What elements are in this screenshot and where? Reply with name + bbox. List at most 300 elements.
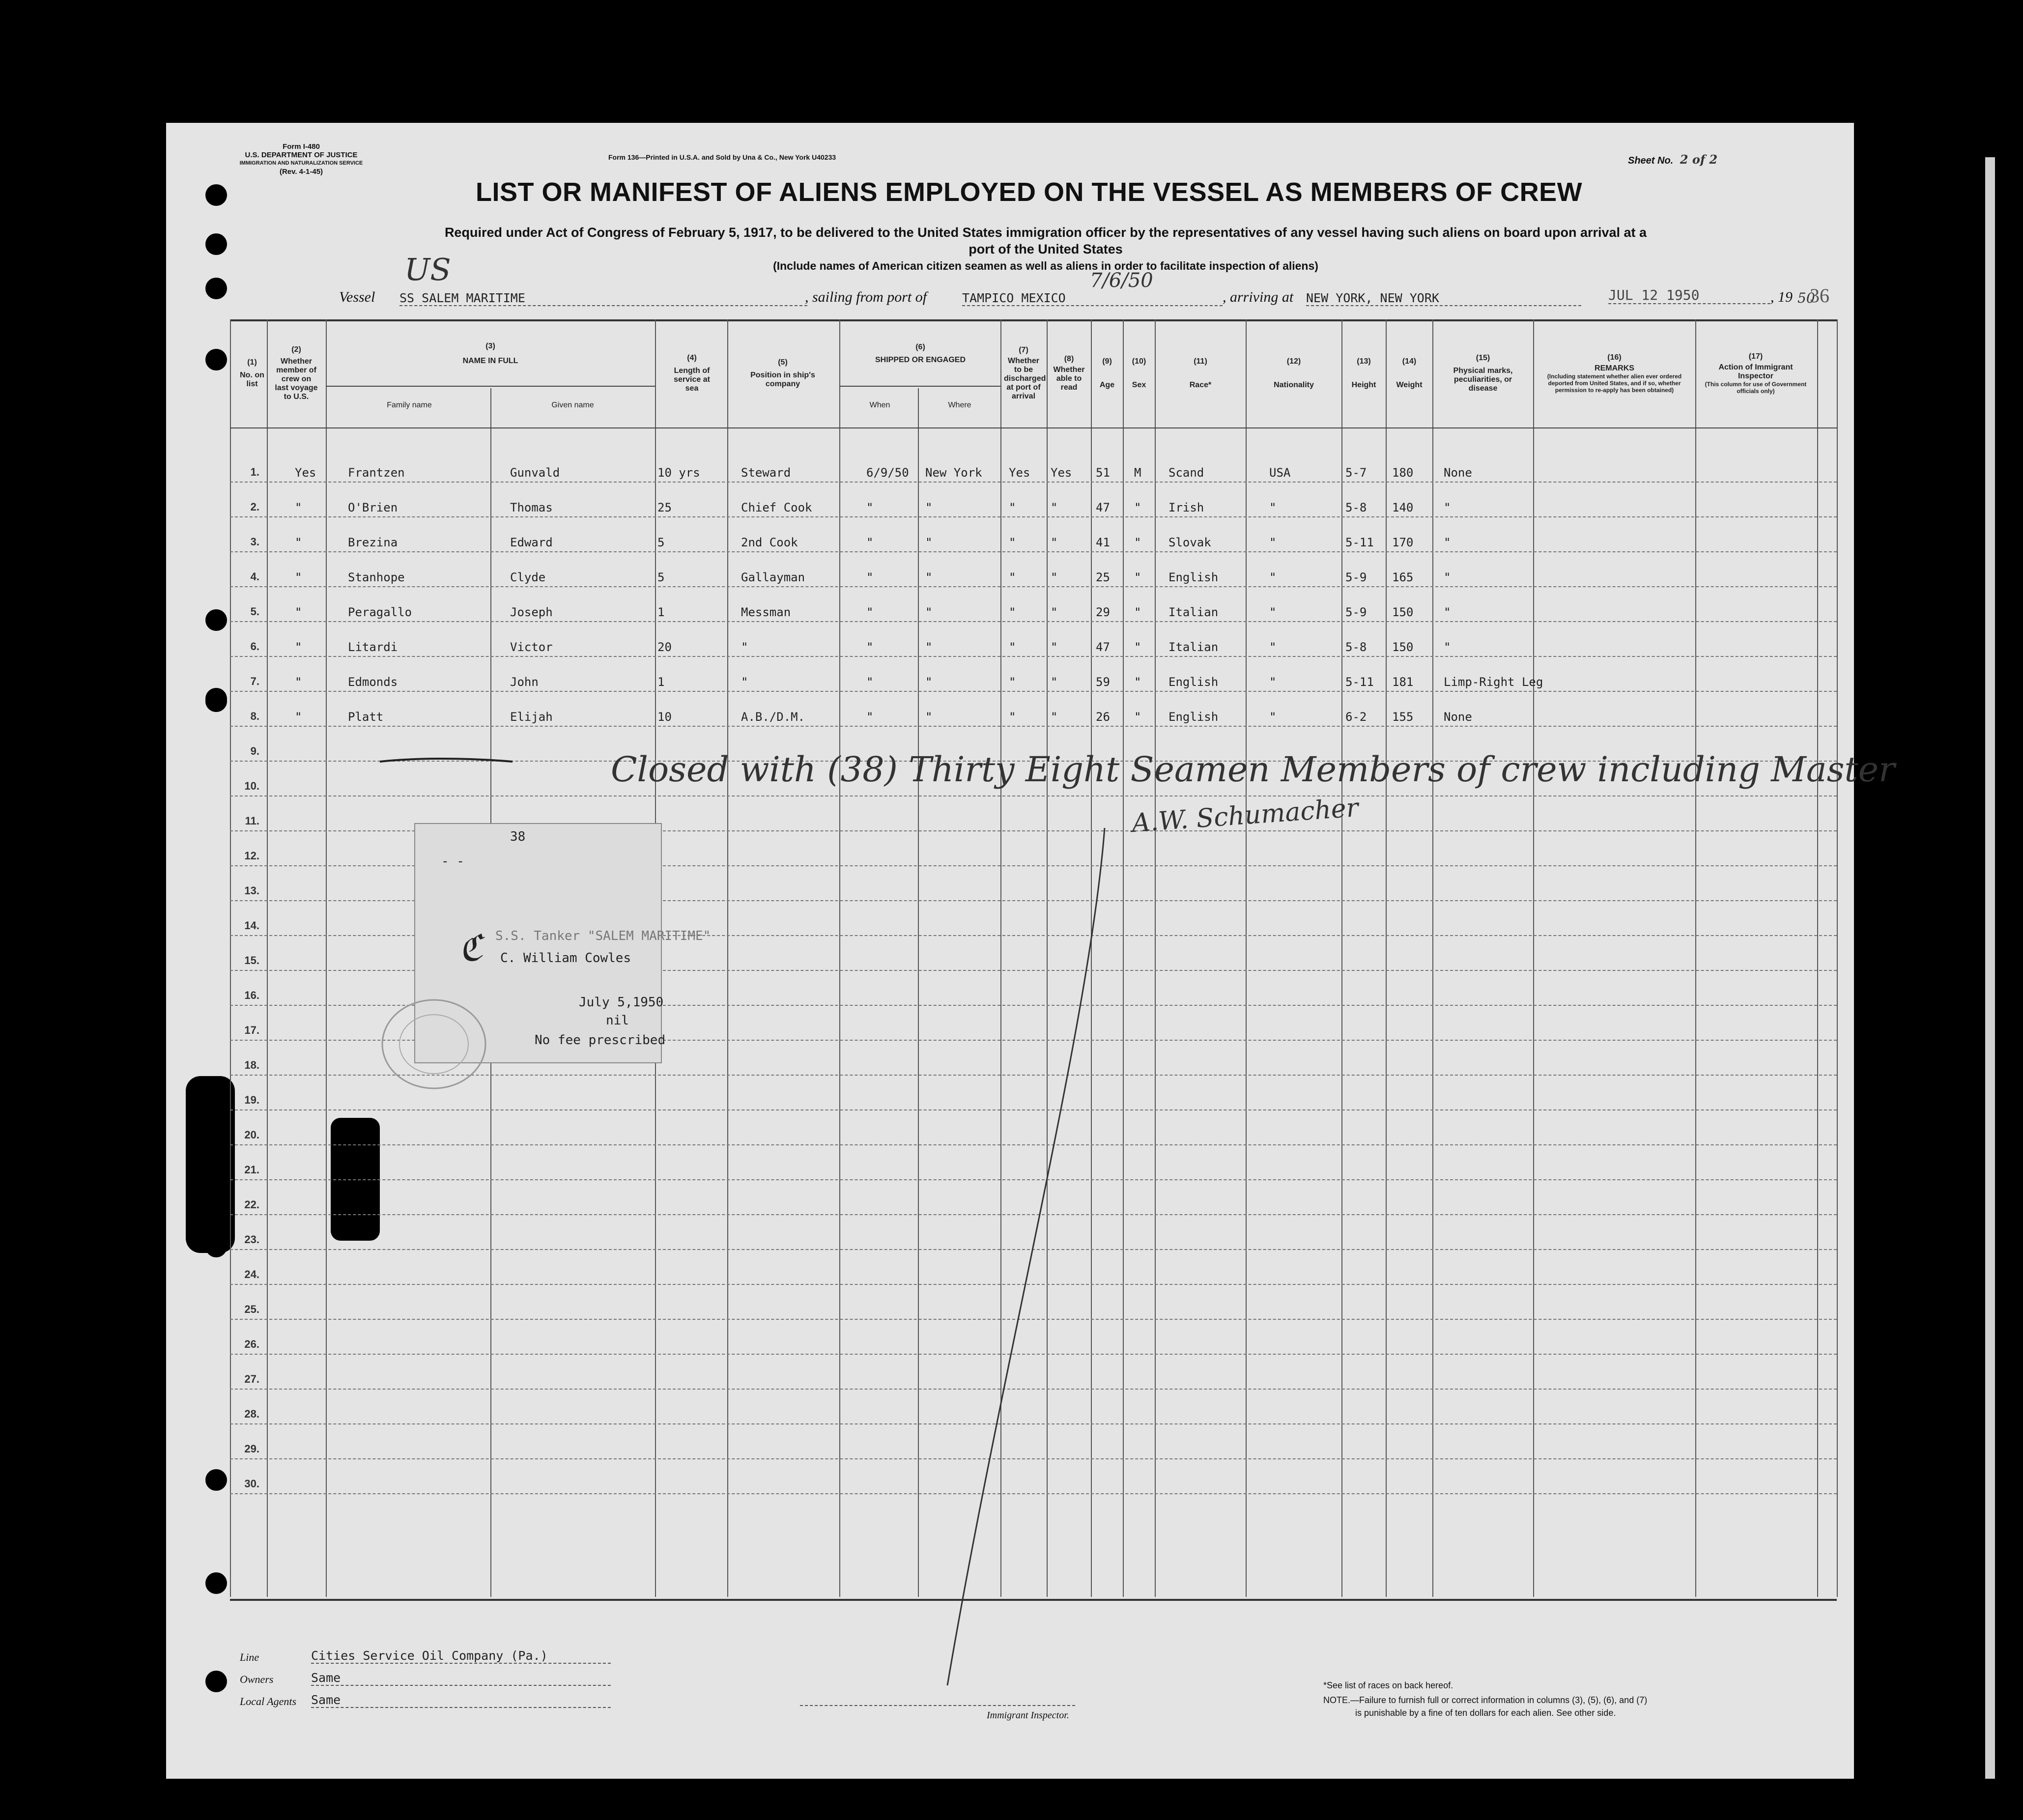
stamp-officer: C. William Cowles	[500, 951, 631, 966]
row-rule	[230, 551, 1837, 552]
col-num: (1)	[247, 358, 257, 367]
col-note: (Including statement whether alien ever ordered deported from United States, and if so, whether permission to re-apply has been obtained)	[1547, 373, 1682, 394]
cell-where: "	[925, 675, 933, 689]
cell-where: "	[925, 640, 933, 654]
cell-family: Litardi	[348, 640, 398, 654]
inspector-signature-line	[800, 1705, 1075, 1706]
col-label: Sex	[1132, 381, 1146, 389]
cell-weight: 150	[1392, 640, 1414, 654]
cell-marks: "	[1444, 640, 1451, 654]
cell-service: 5	[657, 570, 665, 584]
col-num: (13)	[1357, 357, 1371, 366]
col-label: Whether able to read	[1053, 366, 1085, 392]
col-label: NAME IN FULL	[462, 357, 518, 365]
punch-hole	[205, 184, 227, 206]
row-number: 21.	[244, 1164, 259, 1176]
col-label: Weight	[1396, 381, 1423, 389]
col-num: (16)	[1607, 353, 1622, 362]
column-rule	[918, 388, 919, 1597]
sailing-label: , sailing from port of	[805, 289, 927, 305]
subtitle-include: (Include names of American citizen seamen as well as aliens in order to facilitate inspection of aliens)	[773, 259, 1318, 272]
cell-marks: Limp-Right Leg	[1444, 675, 1543, 689]
punch-hole	[205, 688, 227, 710]
cell-discharged: "	[1009, 640, 1016, 654]
consul-seal	[377, 995, 490, 1093]
races-note: *See list of races on back hereof.	[1323, 1680, 1453, 1690]
cell-nationality: "	[1269, 605, 1277, 619]
year-prefix: , 19	[1770, 289, 1793, 305]
column-rule	[326, 319, 327, 1597]
col-num: (14)	[1402, 357, 1417, 366]
cell-marks: "	[1444, 570, 1451, 584]
arriving-label: , arriving at	[1223, 289, 1294, 305]
form-header-block	[237, 142, 365, 176]
cell-crew: "	[295, 710, 302, 724]
cell-when: "	[866, 640, 874, 654]
row-number: 20.	[244, 1129, 259, 1141]
sailing-port: TAMPICO MEXICO	[962, 291, 1223, 306]
cell-sex: "	[1134, 710, 1141, 724]
col-header-when: When	[869, 401, 890, 409]
cell-age: 25	[1096, 570, 1110, 584]
cell-service: 1	[657, 605, 665, 619]
cell-age: 29	[1096, 605, 1110, 619]
cell-given: Clyde	[510, 570, 546, 584]
stamp-count: 38	[510, 829, 526, 844]
cell-discharged: Yes	[1009, 466, 1030, 480]
column-rule	[1432, 319, 1433, 1597]
col-label: No. on list	[240, 371, 264, 388]
cell-sex: "	[1134, 570, 1141, 584]
cell-family: Stanhope	[348, 570, 405, 584]
row-number: 12.	[244, 850, 259, 862]
cell-nationality: "	[1269, 675, 1277, 689]
cell-sex: "	[1134, 675, 1141, 689]
row-number: 17.	[244, 1024, 259, 1036]
cell-given: Joseph	[510, 605, 553, 619]
col-num: (4)	[687, 354, 697, 362]
cell-read: "	[1051, 536, 1058, 549]
cell-weight: 181	[1392, 675, 1414, 689]
cell-weight: 165	[1392, 570, 1414, 584]
row-number: 22.	[244, 1198, 259, 1211]
stamp-date: July 5,1950	[579, 995, 664, 1010]
cell-family: Brezina	[348, 536, 398, 549]
col-header-discharged	[1001, 327, 1046, 420]
col-header-inspector	[1697, 327, 1815, 420]
row-number: 6.	[250, 640, 259, 653]
cell-height: 5-9	[1345, 570, 1367, 584]
stamp-dash: - -	[441, 854, 464, 869]
subtitle-act: Required under Act of Congress of February 5, 1917, to be delivered to the United States immigration officer by the representatives of any vessel having such aliens on board upon arrival at a	[444, 225, 1647, 240]
cell-height: 5-7	[1345, 466, 1367, 480]
cell-sex: "	[1134, 536, 1141, 549]
cell-position: Steward	[741, 466, 791, 480]
cell-weight: 140	[1392, 501, 1414, 514]
cell-marks: None	[1444, 466, 1472, 480]
col-header-marks	[1434, 327, 1532, 420]
cell-when: 6/9/50	[866, 466, 909, 480]
cell-position: Gallayman	[741, 570, 805, 584]
row-number: 9.	[250, 745, 259, 757]
row-number: 5.	[250, 605, 259, 618]
cell-sex: M	[1134, 466, 1141, 480]
cell-race: English	[1168, 710, 1219, 724]
cell-age: 26	[1096, 710, 1110, 724]
cell-family: Platt	[348, 710, 384, 724]
penalty-note-1: NOTE.—Failure to furnish full or correct information in columns (3), (5), (6), and (7)	[1323, 1695, 1648, 1705]
col-num: (8)	[1064, 355, 1074, 363]
cell-height: 5-9	[1345, 605, 1367, 619]
closing-note-underline	[377, 747, 515, 767]
punch-hole	[205, 1469, 227, 1491]
year-value: 50	[1797, 290, 1815, 306]
cell-height: 5-8	[1345, 640, 1367, 654]
cell-when: "	[866, 570, 874, 584]
cell-sex: "	[1134, 640, 1141, 654]
col-num: (7)	[1019, 346, 1028, 354]
cell-read: "	[1051, 570, 1058, 584]
cell-where: "	[925, 536, 933, 549]
cell-service: 10 yrs	[657, 466, 700, 480]
cell-service: 20	[657, 640, 672, 654]
cell-read: Yes	[1051, 466, 1072, 480]
arriving-port: NEW YORK, NEW YORK	[1306, 291, 1581, 306]
cell-read: "	[1051, 640, 1058, 654]
row-number: 16.	[244, 989, 259, 1001]
cell-position: 2nd Cook	[741, 536, 798, 549]
row-rule	[230, 586, 1837, 587]
footer-line-label: Line	[240, 1651, 259, 1663]
cell-race: Scand	[1168, 466, 1204, 480]
punch-hole	[205, 233, 227, 255]
col-label: Race*	[1189, 381, 1212, 389]
cell-read: "	[1051, 501, 1058, 514]
col-header-position	[729, 327, 837, 420]
page-title: LIST OR MANIFEST OF ALIENS EMPLOYED ON THE VESSEL AS MEMBERS OF CREW	[476, 177, 1583, 207]
col-label: Whether member of crew on last voyage to U.S.	[275, 357, 318, 401]
row-number: 8.	[250, 710, 259, 722]
cell-age: 47	[1096, 501, 1110, 514]
cell-weight: 155	[1392, 710, 1414, 724]
cell-marks: "	[1444, 605, 1451, 619]
col-num: (2)	[291, 345, 301, 354]
cell-given: Elijah	[510, 710, 553, 724]
row-number: 13.	[244, 884, 259, 897]
cell-read: "	[1051, 710, 1058, 724]
row-number: 4.	[250, 570, 259, 583]
cell-weight: 180	[1392, 466, 1414, 480]
cell-position: A.B./D.M.	[741, 710, 805, 724]
cell-age: 51	[1096, 466, 1110, 480]
column-rule	[1341, 319, 1342, 1597]
cell-nationality: "	[1269, 640, 1277, 654]
cell-when: "	[866, 675, 874, 689]
col-num: (17)	[1748, 352, 1763, 361]
cell-where: "	[925, 570, 933, 584]
cell-age: 59	[1096, 675, 1110, 689]
punch-hole	[205, 1572, 227, 1594]
column-rule	[1386, 319, 1387, 1597]
row-rule	[230, 482, 1837, 483]
cell-given: Edward	[510, 536, 553, 549]
footer-owners-value: Same	[311, 1671, 611, 1686]
cell-height: 5-8	[1345, 501, 1367, 514]
cell-crew: "	[295, 536, 302, 549]
col-num: (12)	[1286, 357, 1301, 366]
col-label: Position in ship's company	[750, 371, 815, 388]
cell-race: Italian	[1168, 640, 1219, 654]
row-number: 28.	[244, 1408, 259, 1420]
column-rule	[1246, 319, 1247, 1597]
manifest-sheet	[166, 123, 1895, 1779]
cell-crew: "	[295, 675, 302, 689]
column-rule	[1817, 319, 1818, 1597]
cell-where: "	[925, 710, 933, 724]
revision-date: (Rev. 4-1-45)	[279, 168, 323, 176]
punch-hole	[205, 278, 227, 299]
col-label: Action of Immigrant Inspector	[1718, 363, 1793, 380]
vessel-note: US	[404, 252, 451, 287]
form-number: Form I-480	[283, 142, 320, 151]
penalty-note-2: is punishable by a fine of ten dollars for each alien. See other side.	[1355, 1708, 1616, 1718]
cell-given: John	[510, 675, 539, 689]
col-header-service	[657, 327, 726, 420]
cell-position: Chief Cook	[741, 501, 812, 514]
cell-where: "	[925, 501, 933, 514]
col-header-nationality	[1247, 327, 1340, 420]
row-number: 24.	[244, 1268, 259, 1280]
row-number: 14.	[244, 919, 259, 932]
cell-height: 5-11	[1345, 675, 1374, 689]
cell-race: Italian	[1168, 605, 1219, 619]
scan-edge	[1985, 157, 1995, 1779]
stamp-vessel: S.S. Tanker "SALEM MARITIME"	[495, 929, 711, 943]
row-number: 2.	[250, 501, 259, 513]
col-label: SHIPPED OR ENGAGED	[875, 356, 966, 364]
cell-service: 5	[657, 536, 665, 549]
col-header-shipped	[842, 327, 999, 381]
cell-crew: "	[295, 570, 302, 584]
row-rule	[230, 621, 1837, 622]
col-header-name	[328, 329, 653, 378]
cell-where: New York	[925, 466, 982, 480]
page-number: 36	[1810, 284, 1829, 307]
col-num: (11)	[1194, 357, 1207, 366]
col-header-family-name: Family name	[387, 401, 432, 409]
row-number: 18.	[244, 1059, 259, 1071]
cell-when: "	[866, 710, 874, 724]
ink-blot	[186, 1076, 235, 1253]
cell-position: "	[741, 675, 748, 689]
diagonal-pen-stroke	[942, 825, 1110, 1690]
sheet-number	[1628, 152, 1717, 167]
col-num: (3)	[485, 342, 495, 350]
row-number: 19.	[244, 1094, 259, 1106]
printer-line: Form 136—Printed in U.S.A. and Sold by Una & Co., New York U40233	[608, 153, 836, 161]
cell-service: 25	[657, 501, 672, 514]
cell-discharged: "	[1009, 536, 1016, 549]
cell-given: Gunvald	[510, 466, 560, 480]
col-label: Nationality	[1274, 381, 1314, 389]
col-header-sex	[1124, 327, 1154, 420]
column-rule	[1123, 319, 1124, 1597]
col-label: Height	[1351, 381, 1376, 389]
cell-given: Thomas	[510, 501, 553, 514]
col-num: (6)	[915, 343, 925, 351]
cell-when: "	[866, 501, 874, 514]
cell-race: Irish	[1168, 501, 1204, 514]
vessel-name: SS SALEM MARITIME	[399, 291, 807, 306]
col-label: Physical marks, peculiarities, or disease	[1453, 367, 1513, 393]
cell-nationality: "	[1269, 710, 1277, 724]
row-rule	[230, 726, 1837, 727]
col-label: Age	[1099, 381, 1115, 389]
cell-discharged: "	[1009, 570, 1016, 584]
cell-read: "	[1051, 675, 1058, 689]
col-header-number	[237, 327, 267, 420]
sheet-value: 2 of 2	[1680, 152, 1718, 167]
cell-discharged: "	[1009, 710, 1016, 724]
sheet-label: Sheet No.	[1628, 155, 1674, 166]
cell-service: 10	[657, 710, 672, 724]
row-number: 29.	[244, 1443, 259, 1455]
cell-family: O'Brien	[348, 501, 398, 514]
col-header-weight	[1387, 327, 1431, 420]
column-rule	[1155, 319, 1156, 1597]
cell-discharged: "	[1009, 605, 1016, 619]
cell-height: 5-11	[1345, 536, 1374, 549]
inspector-label: Immigrant Inspector.	[987, 1710, 1069, 1721]
cell-position: "	[741, 640, 748, 654]
cell-crew: Yes	[295, 466, 316, 480]
cell-crew: "	[295, 605, 302, 619]
row-rule	[230, 516, 1837, 517]
header-rule	[326, 386, 655, 387]
cell-service: 1	[657, 675, 665, 689]
signature: A.W. Schumacher	[1131, 793, 1360, 839]
col-num: (5)	[778, 358, 788, 367]
cell-nationality: "	[1269, 570, 1277, 584]
cell-race: English	[1168, 675, 1219, 689]
row-rule	[230, 656, 1837, 657]
punch-hole	[205, 1671, 227, 1692]
subtitle-port: port of the United States	[969, 242, 1123, 256]
footer-agents-label: Local Agents	[240, 1695, 297, 1707]
column-rule	[727, 319, 728, 1597]
cell-where: "	[925, 605, 933, 619]
cell-nationality: "	[1269, 536, 1277, 549]
cell-discharged: "	[1009, 675, 1016, 689]
col-label: REMARKS	[1595, 364, 1634, 372]
consul-signature-mark: ℭ	[456, 927, 485, 971]
cell-age: 41	[1096, 536, 1110, 549]
row-number: 3.	[250, 536, 259, 548]
header-rule	[230, 427, 1837, 428]
footer-line-value: Cities Service Oil Company (Pa.)	[311, 1649, 611, 1664]
cell-marks: "	[1444, 501, 1451, 514]
stamp-fee: nil	[606, 1013, 629, 1028]
footer-agents-value: Same	[311, 1693, 611, 1708]
cell-sex: "	[1134, 605, 1141, 619]
col-header-where: Where	[948, 401, 971, 409]
row-number: 25.	[244, 1303, 259, 1315]
cell-when: "	[866, 536, 874, 549]
row-number: 7.	[250, 675, 259, 687]
col-header-age	[1092, 327, 1122, 420]
row-number: 11.	[245, 815, 259, 827]
header-rule	[839, 386, 1000, 387]
row-number: 1.	[250, 466, 259, 478]
department-name: U.S. DEPARTMENT OF JUSTICE	[245, 151, 358, 159]
cell-weight: 170	[1392, 536, 1414, 549]
col-num: (9)	[1102, 357, 1112, 366]
col-note: (This column for use of Government officials only)	[1705, 381, 1807, 395]
col-label: Length of service at sea	[674, 367, 710, 393]
closing-note: Closed with (38) Thirty Eight Seamen Members of crew including Master	[611, 749, 1895, 790]
cell-race: English	[1168, 570, 1219, 584]
arrival-stamp-date: JUL 12 1950	[1608, 287, 1770, 304]
cell-marks: None	[1444, 710, 1472, 724]
col-header-crew	[269, 327, 323, 420]
column-rule	[267, 319, 268, 1597]
cell-read: "	[1051, 605, 1058, 619]
cell-position: Messman	[741, 605, 791, 619]
cell-given: Victor	[510, 640, 553, 654]
col-header-height	[1343, 327, 1385, 420]
punch-hole	[205, 349, 227, 370]
vessel-label: Vessel	[339, 289, 375, 305]
cell-family: Peragallo	[348, 605, 412, 619]
column-rule	[1695, 319, 1696, 1597]
col-header-read	[1048, 327, 1090, 420]
cell-family: Edmonds	[348, 675, 398, 689]
col-num: (15)	[1476, 354, 1490, 362]
row-number: 10.	[244, 780, 259, 792]
stamp-fee-note: No fee prescribed	[535, 1033, 666, 1048]
column-rule	[1837, 319, 1838, 1597]
cell-height: 6-2	[1345, 710, 1367, 724]
cell-discharged: "	[1009, 501, 1016, 514]
service-name: IMMIGRATION AND NATURALIZATION SERVICE	[239, 160, 363, 166]
footer-owners-label: Owners	[240, 1673, 274, 1685]
sailing-date: 7/6/50	[1090, 269, 1153, 292]
col-header-race	[1156, 327, 1245, 420]
cell-crew: "	[295, 640, 302, 654]
column-rule	[839, 319, 840, 1597]
cell-marks: "	[1444, 536, 1451, 549]
cell-crew: "	[295, 501, 302, 514]
cell-age: 47	[1096, 640, 1110, 654]
row-rule	[230, 691, 1837, 692]
col-label: Whether to be discharged at port of arrival	[1004, 357, 1046, 400]
row-number: 27.	[244, 1373, 259, 1385]
cell-family: Frantzen	[348, 466, 405, 480]
cell-sex: "	[1134, 501, 1141, 514]
col-header-remarks	[1535, 327, 1694, 420]
row-number: 23.	[244, 1233, 259, 1246]
punch-hole	[205, 609, 227, 631]
col-num: (10)	[1132, 357, 1146, 366]
column-rule	[1533, 319, 1534, 1597]
cell-nationality: "	[1269, 501, 1277, 514]
row-number: 15.	[244, 954, 259, 967]
col-header-given-name: Given name	[551, 401, 594, 409]
cell-weight: 150	[1392, 605, 1414, 619]
cell-when: "	[866, 605, 874, 619]
cell-race: Slovak	[1168, 536, 1211, 549]
cell-nationality: USA	[1269, 466, 1291, 480]
